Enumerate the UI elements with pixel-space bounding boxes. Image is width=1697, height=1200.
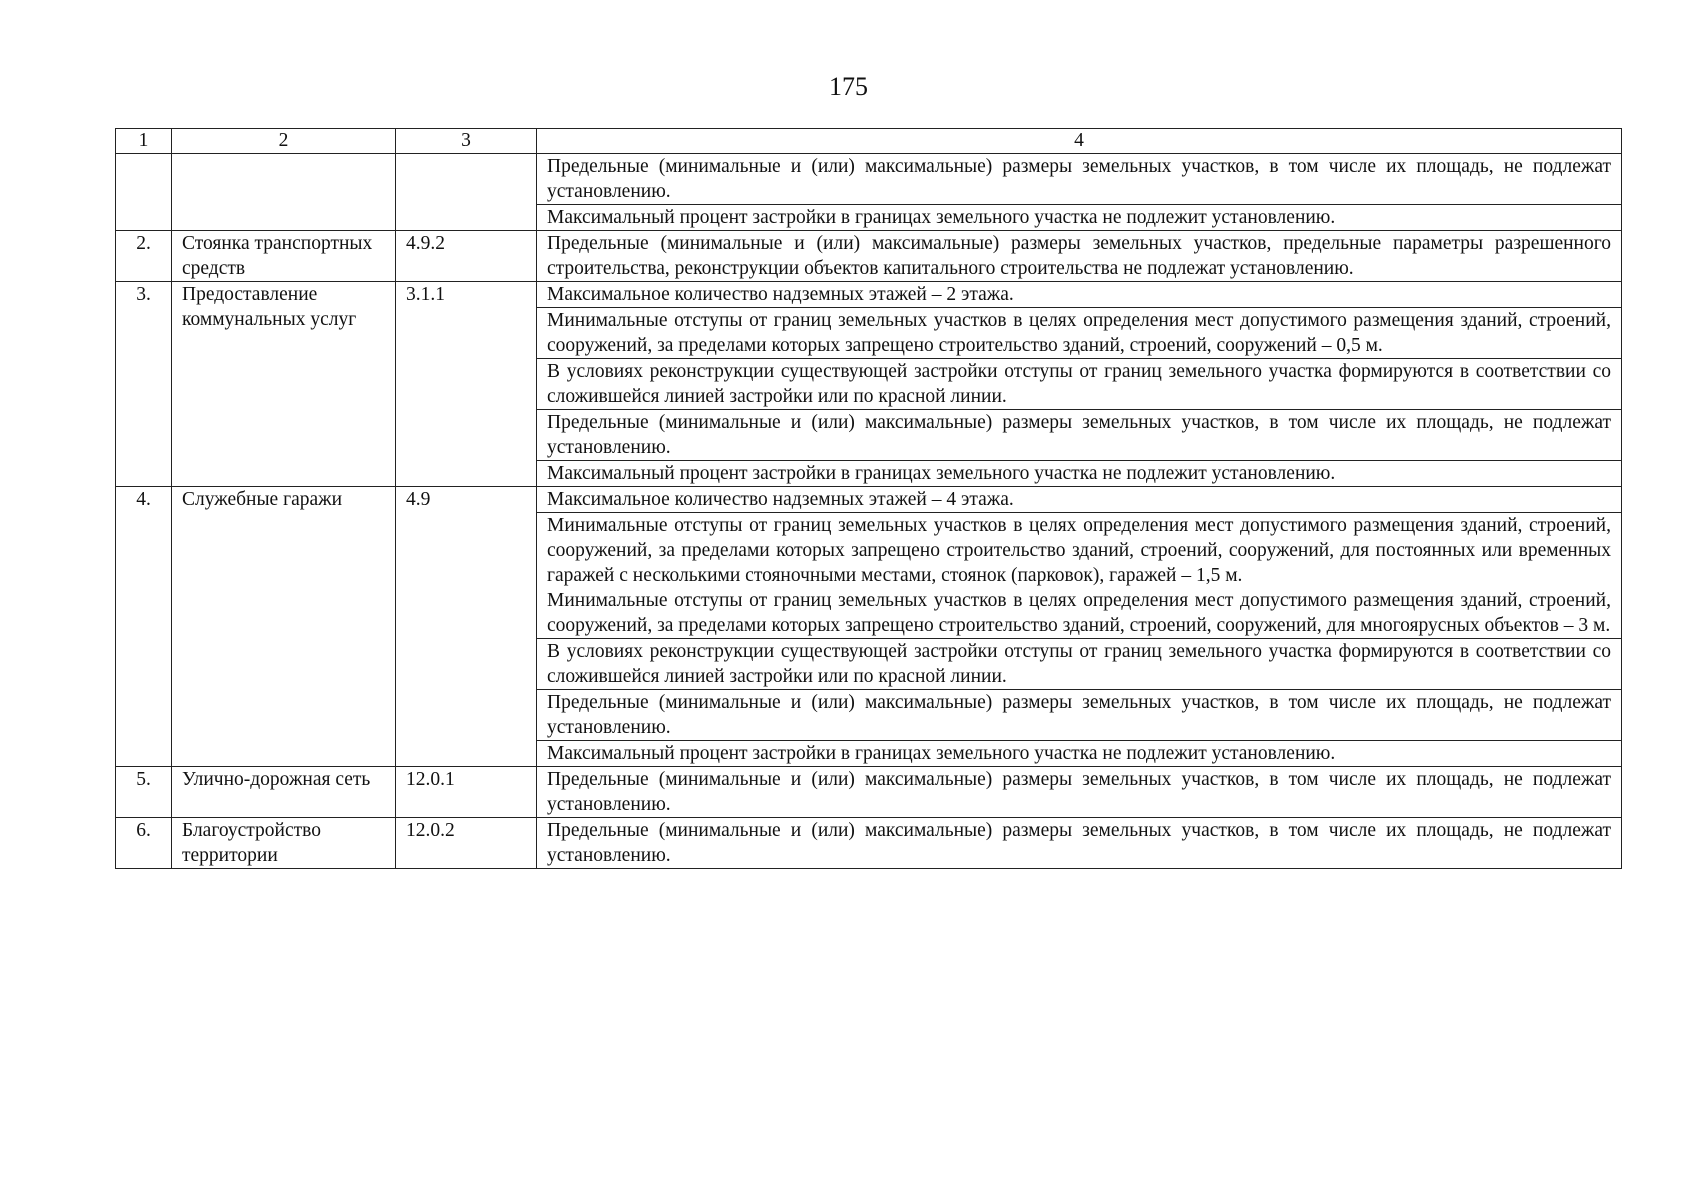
use-name-cell: Стоянка транспортных средств: [172, 231, 396, 282]
table-row: [116, 818, 1622, 869]
parameter-cell: Максимальное количество надземных этажей – 2 этажа.: [537, 282, 1622, 308]
row-number-cell: 5.: [116, 767, 172, 818]
parameter-cell: Максимальный процент застройки в границах земельного участка не подлежит установлению.: [537, 461, 1622, 487]
use-name-cell: [172, 154, 396, 231]
parameter-paragraph: Минимальные отступы от границ земельных участков в целях определения мест допустимого размещения зданий, строений, сооружений, за пределами которых запрещено строительство зданий, строений, сооружений, для многоярусных объектов – 3 м.: [547, 590, 1611, 636]
parameter-cell: Предельные (минимальные и (или) максимальные) размеры земельных участков, предельные параметры разрешенного строительства, реконструкции объектов капитального строительства не подлежат установлению.: [537, 231, 1622, 282]
row-number-cell: [116, 154, 172, 231]
parameter-cell: Предельные (минимальные и (или) максимальные) размеры земельных участков, в том числе их площадь, не подлежат установлению.: [537, 818, 1622, 869]
column-header-3: 3: [396, 129, 537, 154]
row-number-cell: 3.: [116, 282, 172, 487]
parameter-paragraph: Минимальные отступы от границ земельных участков в целях определения мест допустимого размещения зданий, строений, сооружений, за пределами которых запрещено строительство зданий, строений, сооружений, для постоянных или временных гаражей с несколькими стояночными местами, стоянок (парковок), гаражей – 1,5 м.: [547, 515, 1611, 586]
use-name-cell: Предоставление коммунальных услуг: [172, 282, 396, 487]
parameter-cell: Максимальное количество надземных этажей – 4 этажа.: [537, 487, 1622, 513]
column-header-1: 1: [116, 129, 172, 154]
table-row: [116, 282, 1622, 308]
parameter-cell: В условиях реконструкции существующей застройки отступы от границ земельного участка формируются в соответствии со сложившейся линией застройки или по красной линии.: [537, 359, 1622, 410]
parameter-cell: Максимальный процент застройки в границах земельного участка не подлежит установлению.: [537, 741, 1622, 767]
row-number-cell: 2.: [116, 231, 172, 282]
use-code-cell: 12.0.1: [396, 767, 537, 818]
column-header-2: 2: [172, 129, 396, 154]
regulations-table: [115, 128, 1622, 869]
parameter-cell: Минимальные отступы от границ земельных участков в целях определения мест допустимого размещения зданий, строений, сооружений, за пределами которых запрещено строительство зданий, строений, сооружений – 0,5 м.: [537, 308, 1622, 359]
use-code-cell: 12.0.2: [396, 818, 537, 869]
table-row: [116, 231, 1622, 282]
parameter-cell: Предельные (минимальные и (или) максимальные) размеры земельных участков, в том числе их площадь, не подлежат установлению.: [537, 690, 1622, 741]
parameter-cell: В условиях реконструкции существующей застройки отступы от границ земельного участка формируются в соответствии со сложившейся линией застройки или по красной линии.: [537, 639, 1622, 690]
column-header-4: 4: [537, 129, 1622, 154]
use-code-cell: 4.9.2: [396, 231, 537, 282]
table-row: [116, 487, 1622, 513]
parameter-cell: Предельные (минимальные и (или) максимальные) размеры земельных участков, в том числе их площадь, не подлежат установлению.: [537, 767, 1622, 818]
parameter-cell: Предельные (минимальные и (или) максимальные) размеры земельных участков, в том числе их площадь, не подлежат установлению.: [537, 154, 1622, 205]
parameter-cell: Предельные (минимальные и (или) максимальные) размеры земельных участков, в том числе их площадь, не подлежат установлению.: [537, 410, 1622, 461]
row-number-cell: 6.: [116, 818, 172, 869]
use-name-cell: Благоустройство территории: [172, 818, 396, 869]
table-row: [116, 767, 1622, 818]
table-row: [116, 154, 1622, 205]
table-header-row: [116, 129, 1622, 154]
use-code-cell: 3.1.1: [396, 282, 537, 487]
use-code-cell: [396, 154, 537, 231]
row-number-cell: 4.: [116, 487, 172, 767]
use-code-cell: 4.9: [396, 487, 537, 767]
use-name-cell: Служебные гаражи: [172, 487, 396, 767]
page-number: 175: [829, 72, 868, 101]
parameter-cell: Максимальный процент застройки в границах земельного участка не подлежит установлению.: [537, 205, 1622, 231]
use-name-cell: Улично-дорожная сеть: [172, 767, 396, 818]
parameter-cell: [537, 513, 1622, 639]
